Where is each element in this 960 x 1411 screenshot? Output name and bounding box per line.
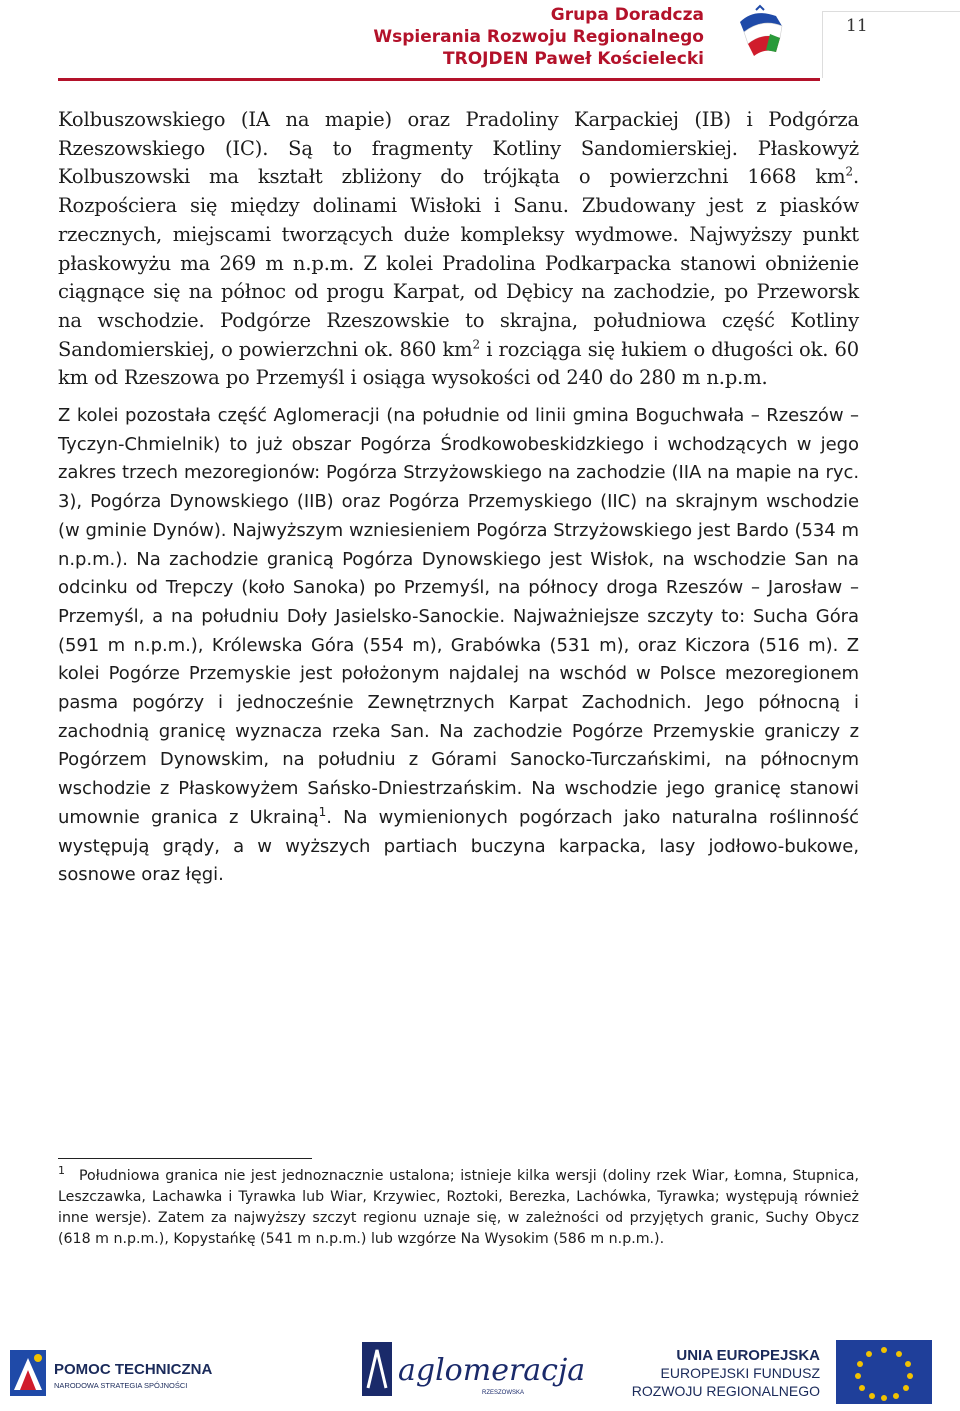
paragraph-2-part-a: Z kolei pozostała część Aglomeracji (na południe od linii gmina Boguchwała – Rzeszów – Tyczyn-Chmielnik) to już obszar Pogórza Środkowobeskidzkiego i wchodzących w jego zakres trzech mezoregionów: Pogórza Strzyżowskiego na zachodzie (IIA na mapie na ryc. 3), Pogórza Dynowskiego (IIB) oraz Pogórza Przemyskiego (IIC) na skrajnym wschodzie (w gminie Dynów). Najwyższym wzniesieniem Pogórza Strzyżowskiego jest Bardo (534 m n.p.m.). Na zachodzie granicą Pogórza Dynowskiego jest Wisłok, na wschodzie San na odcinku od Trepczy (koło Sanoka) po Przemyśl, na północy droga Rzeszów – Jarosław – Przemyśl, a na południu Doły Jasielsko-Sanockie. Najważniejsze szczyty to: Sucha Góra (591 m n.p.m.), Królewska Góra (554 m), Grabówka (531 m), oraz Kiczora (516 m). Z kolei Pogórze Przemyskie jest położonym najdalej na wschód w Polsce mezoregionem pasma pogórzy i jednocześnie Zewnętrznych Karpat Zachodnich. Jego północną i zachodnią granicę wyznacza rzeka San. Na zachodzie Pogórze Przemyskie graniczy z Pogórzem Dynowskim, na południu z Górami Sanocko-Turczańskimi, na północnym wschodzie z Płaskowyżem Sańsko-Dniestrzańskim. Na wschodzie jego granicę stanowi umownie granica z Ukrainą	[58, 405, 859, 828]
pomoc-line-1: POMOC TECHNICZNA	[54, 1361, 213, 1378]
paragraph-1-part-c: i rozciąga się łukiem o długości ok. 60 km od Rzeszowa po Przemyśl i osiąga wysokości od 240 do 280 m n.p.m.	[58, 337, 860, 390]
ue-line-2: EUROPEJSKI FUNDUSZ	[660, 1365, 820, 1381]
pomoc-techniczna-logo-icon	[10, 1344, 213, 1404]
footnote-divider	[58, 1158, 312, 1159]
ue-line-1: UNIA EUROPEJSKA	[676, 1347, 820, 1364]
paragraph-2-part-b: . Na wymienionych pogórzach jako naturalna roślinność występują grądy, a w wyższych partiach buczyna karpacka, lasy jodłowo-bukowe, sosnowe oraz łęgi.	[58, 806, 859, 886]
header-corner-line-vertical	[822, 11, 823, 78]
header-line-1: Grupa Doradcza	[550, 5, 704, 25]
paragraph-2	[58, 402, 859, 890]
paragraph-1-part-b: . Rozpościera się między dolinami Wisłoki i Sanu. Zbudowany jest z piasków rzecznych, miejscami tworzących duże kompleksy wydmowe. Najwyższy punkt płaskowyżu ma 269 m n.p.m. Z kolei Pradolina Podkarpacka stanowi obniżenie ciągnące się na północ od progu Karpat, od Dębicy na zachodzie, po Przeworsk na wschodzie. Podgórze Rzeszowskie to skrajna, południowa część Kotliny Sandomierskiej, o powierzchni ok. 860 km	[58, 165, 859, 361]
paragraph-1-part-a: Kolbuszowskiego (IA na mapie) oraz Pradoliny Karpackiej (IB) i Podgórza Rzeszowskiego (IC). Są to fragmenty Kotliny Sandomierskiej. Płaskowyż Kolbuszowski ma kształt zbliżony do trójkąta o powierzchni 1668 km	[58, 108, 859, 189]
header-divider	[58, 78, 820, 81]
superscript-2: 2	[472, 337, 480, 352]
pomoc-line-2: NARODOWA STRATEGIA SPÓJNOŚCI	[54, 1381, 188, 1390]
footnote-number: 1	[58, 1164, 65, 1178]
header-title	[373, 4, 704, 70]
footnote	[58, 1166, 859, 1250]
page-number: 11	[846, 16, 868, 36]
aglomeracja-name: aglomeracja	[398, 1353, 586, 1388]
aglomeracja-logo-icon	[362, 1336, 586, 1402]
paragraph-1	[58, 106, 859, 393]
aglomeracja-sub: RZESZOWSKA	[482, 1390, 525, 1396]
eu-flag-icon	[631, 1336, 950, 1406]
header-line-3: TROJDEN Paweł Kościelecki	[443, 49, 704, 69]
header-line-2: Wspierania Rozwoju Regionalnego	[373, 27, 704, 47]
footer-logos	[0, 1330, 960, 1411]
ue-line-3: ROZWOJU REGIONALNEGO	[631, 1383, 820, 1399]
header-corner-line-horizontal	[822, 11, 960, 12]
footnote-text: Południowa granica nie jest jednoznacznie ustalona; istnieje kilka wersji (doliny rzek Wiar, Łomna, Stupnica, Leszczawka, Lachawka i Tyrawka lub Wiar, Krzywiec, Roztoki, Berezka, Lachówka, Tyrawka; występują również inne wersje). Zatem za najwyższy szczyt regionu uznaje się, w zależności od przyjętych granic, Suchy Obycz (618 m n.p.m.), Kopystańkę (541 m n.p.m.) lub wzgórze Na Wysokim (586 m n.p.m.).	[58, 1168, 859, 1247]
superscript-2: 2	[845, 164, 853, 179]
footnote-reference[interactable]: 1	[318, 804, 327, 819]
flag-swoosh-logo-icon	[736, 4, 788, 64]
